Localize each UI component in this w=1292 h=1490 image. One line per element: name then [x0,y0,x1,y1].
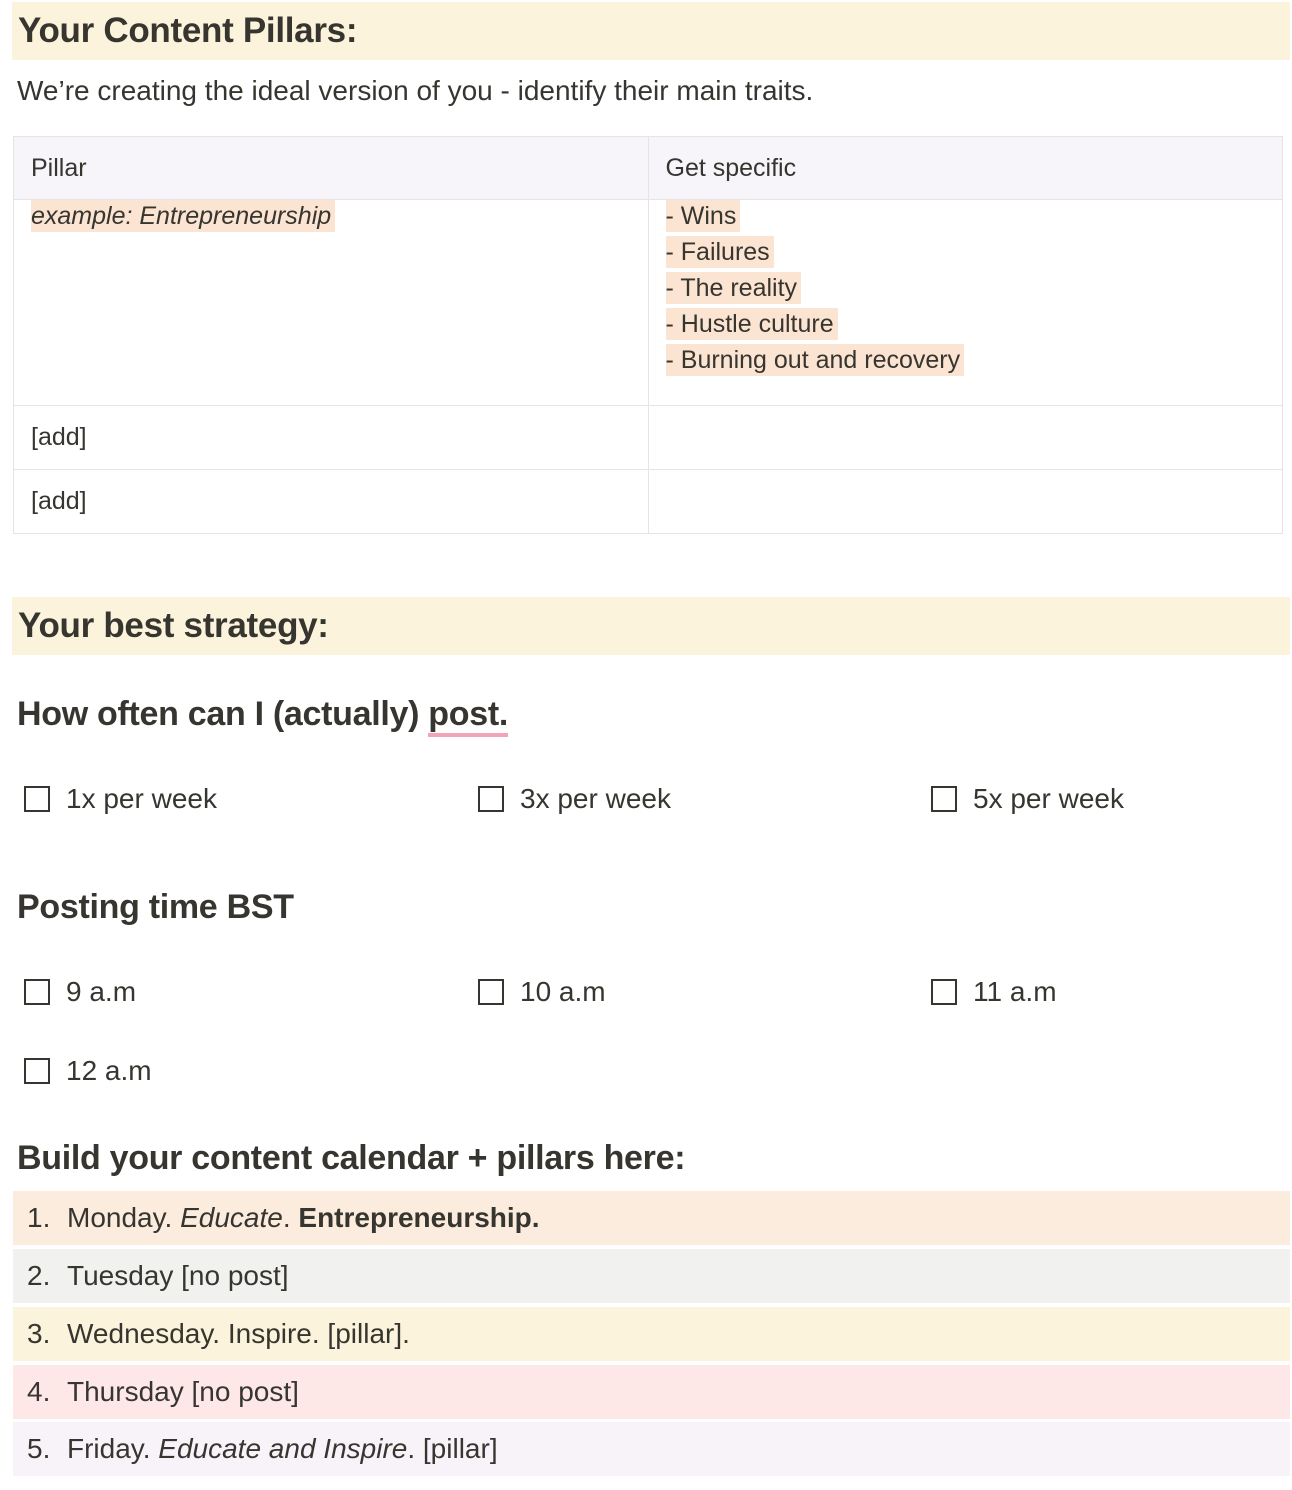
list-item: - Burning out and recovery [666,344,965,376]
list-number: 2. [27,1260,51,1291]
calendar-item-friday[interactable] [13,1422,1290,1476]
list-number: 3. [27,1318,51,1349]
checkbox[interactable] [24,979,50,1005]
checkbox-label: 1x per week [66,783,217,814]
list-number: 4. [27,1376,51,1407]
checkbox[interactable] [931,979,957,1005]
frequency-option-5[interactable] [931,783,1124,815]
item-text: Thursday [no post] [67,1376,299,1407]
day: Friday. [67,1433,159,1464]
pillar: Entrepreneurship. [298,1202,540,1233]
frequency-title-start: How often can I (actually) [17,695,429,733]
example-specifics-list [666,200,1266,376]
table-cell[interactable] [648,200,1283,406]
checkbox[interactable] [24,786,50,812]
content-type: Educate [180,1202,283,1233]
calendar-item-monday[interactable] [13,1191,1290,1245]
frequency-option-1[interactable] [24,783,217,815]
column-header-get-specific: Get specific [648,137,1283,200]
list-number: 1. [27,1202,51,1233]
checkbox-label: 12 a.m [66,1055,152,1086]
item-text: Wednesday. Inspire. [pillar]. [67,1318,410,1349]
checkbox-label: 10 a.m [520,976,606,1007]
checkbox-label: 9 a.m [66,976,137,1007]
list-item: - Failures [666,236,774,268]
checkbox[interactable] [931,786,957,812]
checkbox-label: 11 a.m [973,976,1057,1007]
strategy-heading: Your best strategy: [12,597,1290,655]
list-number: 5. [27,1433,51,1464]
pillars-table [13,136,1283,534]
calendar-item-thursday[interactable] [13,1365,1290,1419]
table-cell[interactable] [648,406,1283,470]
day: Monday. [67,1202,181,1233]
table-row [14,470,1283,534]
list-item: - Wins [666,200,741,232]
frequency-option-3[interactable] [478,783,671,815]
time-option-12am[interactable] [24,1055,152,1087]
table-cell[interactable] [14,200,649,406]
separator: . [282,1202,299,1233]
table-row [14,406,1283,470]
item-text: Tuesday [no post] [67,1260,289,1291]
calendar-item-tuesday[interactable] [13,1249,1290,1303]
separator: . [407,1433,423,1464]
checkbox[interactable] [24,1058,50,1084]
list-item: - Hustle culture [666,308,838,340]
posting-time-title: Posting time BST [17,888,294,926]
time-option-9am[interactable] [24,976,136,1008]
table-cell[interactable]: [add] [14,406,649,470]
table-cell[interactable]: [add] [14,470,649,534]
checkbox[interactable] [478,979,504,1005]
table-cell[interactable] [648,470,1283,534]
time-option-10am[interactable] [478,976,606,1008]
example-pillar: example: Entrepreneurship [31,200,335,232]
checkbox-label: 3x per week [520,783,671,814]
frequency-title [17,695,508,734]
list-item: - The reality [666,272,802,304]
pillar: [pillar] [422,1433,498,1464]
pillars-intro: We’re creating the ideal version of you - identify their main traits. [17,75,814,106]
content-type: Educate and Inspire [158,1433,408,1464]
pillars-heading: Your Content Pillars: [12,2,1290,60]
frequency-title-end: post. [428,695,508,737]
calendar-item-wednesday[interactable] [13,1307,1290,1361]
table-row [14,200,1283,406]
column-header-pillar: Pillar [14,137,649,200]
checkbox[interactable] [478,786,504,812]
calendar-title: Build your content calendar + pillars here: [17,1139,686,1177]
time-option-11am[interactable] [931,976,1057,1008]
checkbox-label: 5x per week [973,783,1124,814]
